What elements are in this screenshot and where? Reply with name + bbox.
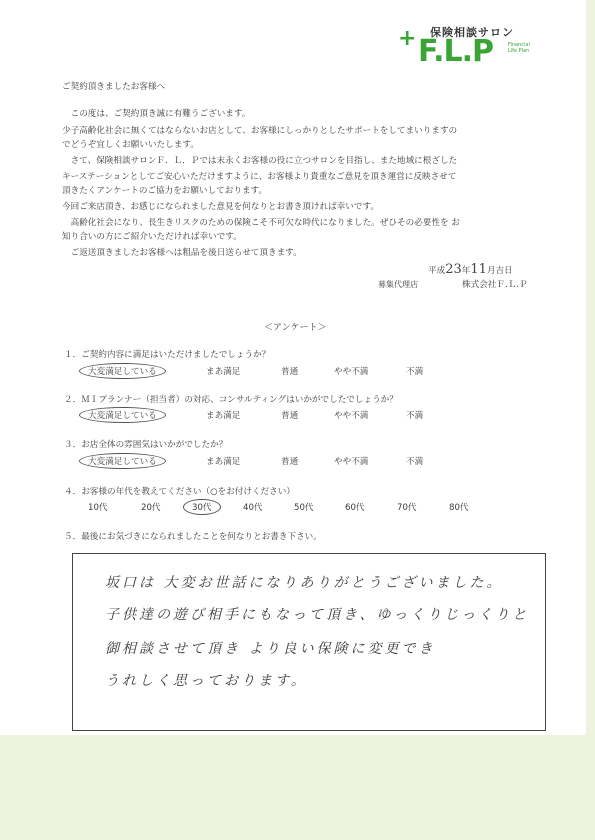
q2-option-very-satisfied[interactable]: 大変満足している: [79, 407, 166, 423]
question-5: ５．最後にお気づきになられましたことを何なりとお書き下さい。: [64, 532, 322, 542]
paragraph-line: 高齢化社会になり、長生きリスクのための保険こそ不可欠な時代になりました。ぜひその必要性を お: [62, 218, 460, 228]
agency-label: 募集代理店: [378, 280, 418, 289]
paragraph-line: さて、保険相談サロンＦ．Ｌ．Ｐでは末永くお客様の役に立つサロンを目指し、また地域に根ざした: [62, 156, 458, 166]
handwritten-line: 坂口は 大変お世話になりありがとうございました。: [105, 575, 504, 591]
greeting: ご契約頂きましたお客様へ: [62, 82, 166, 92]
q4-option-70s[interactable]: 70代: [397, 503, 417, 513]
logo-plus-icon: +: [398, 26, 417, 51]
q4-option-40s[interactable]: 40代: [243, 503, 263, 513]
question-2: ２．ＭＩプランナー（担当者）の対応、コンサルティングはいかがでしたでしょうか？: [64, 395, 398, 405]
paragraph-line: でどうぞ宜しくお願いいたします。: [62, 140, 199, 150]
paragraph-line: 頂きたくアンケートのご協力をお願いしております。: [62, 186, 268, 196]
q4-option-50s[interactable]: 50代: [294, 503, 314, 513]
handwritten-line: 御相談させて頂き より良い保険に変更でき: [105, 641, 436, 657]
question-1-options: [88, 365, 558, 379]
bottom-band: [0, 735, 595, 840]
q4-option-10s[interactable]: 10代: [88, 503, 108, 513]
question-4: ４．お客様の年代を教えてください（○をお付けください）: [64, 487, 295, 497]
q1-option-very-satisfied[interactable]: 大変満足している: [79, 363, 166, 379]
q1-option-neutral[interactable]: 普通: [281, 367, 299, 377]
q4-option-60s[interactable]: 60代: [345, 503, 365, 513]
handwritten-line: うれしく思っております。: [105, 673, 308, 689]
paragraph-line: キーステーションとしてご安心いただけますように、お客様より貴重なご意見を頂き運営に反映させて: [62, 172, 457, 182]
q3-option-dissatisfied[interactable]: 不満: [406, 457, 424, 467]
paragraph-line: この度は、ご契約頂き誠に有難うございます。: [62, 109, 251, 119]
q3-option-very-satisfied[interactable]: 大変満足している: [79, 453, 166, 469]
paragraph-line: 知り合いの方にご紹介いただければ幸いです。: [62, 232, 242, 242]
logo-subtitle: 保険相談サロン: [430, 26, 514, 39]
paragraph-line: 今回ご来店頂き、お感じになられました意見を何なりとお書き頂ければ幸いです。: [62, 202, 379, 212]
question-2-options: [88, 409, 558, 423]
paragraph-line: 少子高齢化社会に無くてはならないお店として、お客様にしっかりとしたサポートをしてまいりますの: [62, 126, 458, 136]
q4-option-30s[interactable]: 30代: [183, 499, 221, 515]
paragraph-line: ご返送頂きましたお客様へは粗品を後日送らせて頂きます。: [62, 248, 302, 258]
q2-option-somewhat-dissatisfied[interactable]: やや不満: [334, 411, 369, 421]
date-year: 23: [445, 262, 462, 277]
date-line: 平成23年11月吉日: [428, 262, 513, 277]
question-3-options: [88, 455, 558, 469]
q3-option-somewhat-satisfied[interactable]: まあ満足: [206, 457, 241, 467]
q2-option-somewhat-satisfied[interactable]: まあ満足: [206, 411, 241, 421]
q4-option-80s[interactable]: 80代: [449, 503, 469, 513]
right-strip: [586, 0, 595, 840]
q2-option-neutral[interactable]: 普通: [281, 411, 299, 421]
logo-brand: F.L.P: [418, 34, 493, 69]
question-1: １．ご契約内容に満足はいただけましたでしょうか？: [64, 350, 271, 360]
logo-tagline: Financial Life Plan: [508, 42, 530, 54]
q3-option-neutral[interactable]: 普通: [281, 457, 299, 467]
handwritten-line: 子供達の遊び相手にもなって頂き、ゆっくりじっくりと: [105, 607, 530, 623]
question-3: ３．お店全体の雰囲気はいかがでしたか？: [64, 440, 228, 450]
q1-option-dissatisfied[interactable]: 不満: [406, 367, 424, 377]
date-month: 11: [470, 262, 487, 277]
comment-box[interactable]: [72, 553, 546, 731]
q1-option-somewhat-dissatisfied[interactable]: やや不満: [334, 367, 369, 377]
q1-option-somewhat-satisfied[interactable]: まあ満足: [206, 367, 241, 377]
q3-option-somewhat-dissatisfied[interactable]: やや不満: [334, 457, 369, 467]
survey-title: ＜アンケート＞: [264, 323, 327, 333]
q4-option-20s[interactable]: 20代: [141, 503, 161, 513]
company-name: 株式会社Ｆ.Ｌ.Ｐ: [462, 280, 528, 290]
question-4-options: [88, 501, 558, 515]
q2-option-dissatisfied[interactable]: 不満: [406, 411, 424, 421]
